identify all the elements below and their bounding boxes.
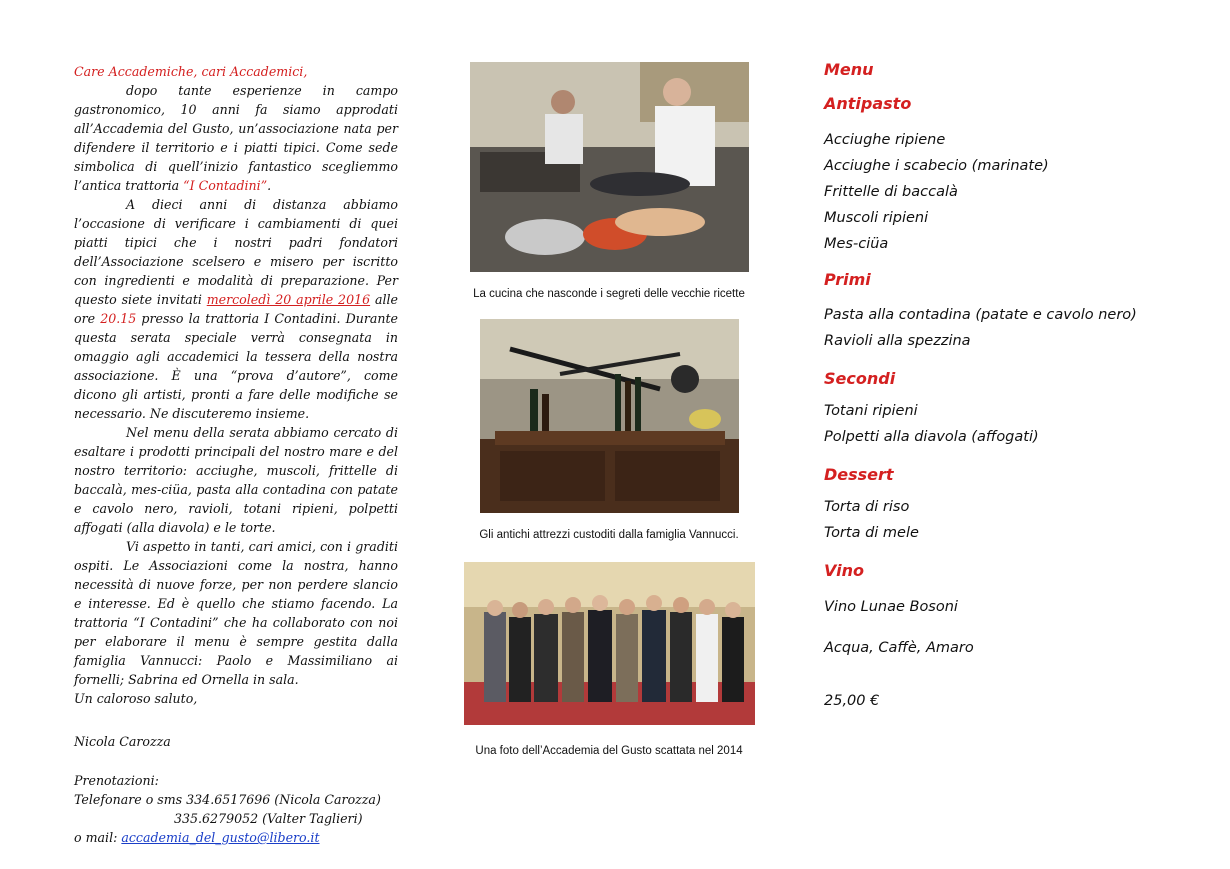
event-date: mercoledì 20 aprile 2016 — [206, 292, 371, 307]
menu-item: Frittelle di baccalà — [824, 184, 958, 200]
menu-section-secondi: Secondi — [824, 369, 896, 388]
dessert-list — [824, 494, 1184, 546]
letter-paragraph-2: A dieci anni di distanza abbiamo l’occasione di verificare i cambiamenti di quei piatti tipici che i nostri padri fondatori dell’Associazione scelsero e misero per iscritto con ingredienti e modalità di preparazione. Per questo siete invitati mercoledì 20 aprile 2016 alle ore 20.15 presso la trattoria I Contadini. Durante questa serata speciale verrà consegnata in omaggio agli accademici la tessera della nostra associazione. È una “prova d’autore”, come dicono gli artisti, pronti a fare delle modifiche se necessario. Ne discuteremo insieme. — [74, 197, 398, 421]
antipasto-list — [824, 127, 1184, 257]
invitation-letter — [74, 62, 398, 847]
letter-paragraph-3: Nel menu della serata abbiamo cercato di esaltare i prodotti principali del nostro mare e del nostro territorio: acciughe, muscoli, frittelle di baccalà, mes-ciüa, pasta alla contadina con patate e cavolo nero, ravioli, totani ripieni, polpetti affogati (alla diavola) e le torte. — [74, 425, 398, 535]
event-time: 20.15 — [100, 311, 137, 326]
menu-section-antipasto: Antipasto — [824, 94, 912, 113]
reservations-mail: o mail: accademia_del_gusto@libero.it — [74, 830, 320, 845]
letter-closing: Un caloroso saluto, — [74, 691, 198, 706]
reservations-title: Prenotazioni: — [74, 773, 159, 788]
email-link[interactable]: accademia_del_gusto@libero.it — [121, 830, 320, 845]
menu-item: Acciughe i scabecio (marinate) — [824, 158, 1049, 174]
reservations-phone-1: Telefonare o sms 334.6517696 (Nicola Carozza) — [74, 792, 381, 807]
menu-item: Torta di mele — [824, 525, 919, 541]
menu-title: Menu — [824, 60, 874, 79]
group-photo — [464, 562, 755, 725]
menu-panel — [824, 60, 1184, 714]
reservations-phone-2: 335.6279052 (Valter Taglieri) — [174, 811, 363, 826]
kitchen-caption: La cucina che nasconde i segreti delle vecchie ricette — [473, 288, 745, 300]
letter-paragraph-1: dopo tante esperienze in campo gastronomico, 10 anni fa siamo approdati all’Accademia del Gusto, un’associazione nata per difendere il territorio e i piatti tipici. Come sede simbolica di quell’inizio fantastico scegliemmo l’antica trattoria “I Contadini”. — [74, 83, 398, 193]
vino-list — [824, 594, 1184, 620]
menu-section-primi: Primi — [824, 270, 871, 289]
tools-photo — [480, 319, 739, 513]
menu-item: Vino Lunae Bosoni — [824, 599, 958, 615]
trattoria-name: “I Contadini” — [183, 178, 268, 193]
menu-extra: Acqua, Caffè, Amaro — [824, 640, 974, 656]
tools-caption: Gli antichi attrezzi custoditi dalla famiglia Vannucci. — [479, 529, 739, 541]
letter-signature: Nicola Carozza — [74, 734, 171, 749]
menu-item: Acciughe ripiene — [824, 132, 946, 148]
menu-section-vino: Vino — [824, 561, 864, 580]
group-caption: Una foto dell’Accademia del Gusto scattata nel 2014 — [475, 745, 743, 757]
secondi-list — [824, 398, 1184, 450]
menu-item: Muscoli ripieni — [824, 210, 929, 226]
menu-section-dessert: Dessert — [824, 465, 894, 484]
kitchen-photo — [470, 62, 749, 272]
menu-item: Mes-ciüa — [824, 236, 889, 252]
letter-paragraph-4: Vi aspetto in tanti, cari amici, con i graditi ospiti. Le Associazioni come la nostra, hanno necessità di nuove forze, per non perdere slancio e interesse. Ed è quello che stiamo facendo. La trattoria “I Contadini” che ha collaborato con noi per elaborare il menu è sempre gestita dalla famiglia Vannucci: Paolo e Massimiliano ai fornelli; Sabrina ed Ornella in sala. — [74, 539, 398, 687]
menu-item: Torta di riso — [824, 499, 910, 515]
menu-item: Pasta alla contadina (patate e cavolo nero) — [824, 307, 1137, 323]
menu-item: Totani ripieni — [824, 403, 918, 419]
letter-greeting: Care Accademiche, cari Accademici, — [74, 64, 308, 79]
menu-item: Polpetti alla diavola (affogati) — [824, 429, 1039, 445]
primi-list — [824, 302, 1184, 354]
menu-item: Ravioli alla spezzina — [824, 333, 971, 349]
menu-price: 25,00 € — [824, 693, 880, 709]
